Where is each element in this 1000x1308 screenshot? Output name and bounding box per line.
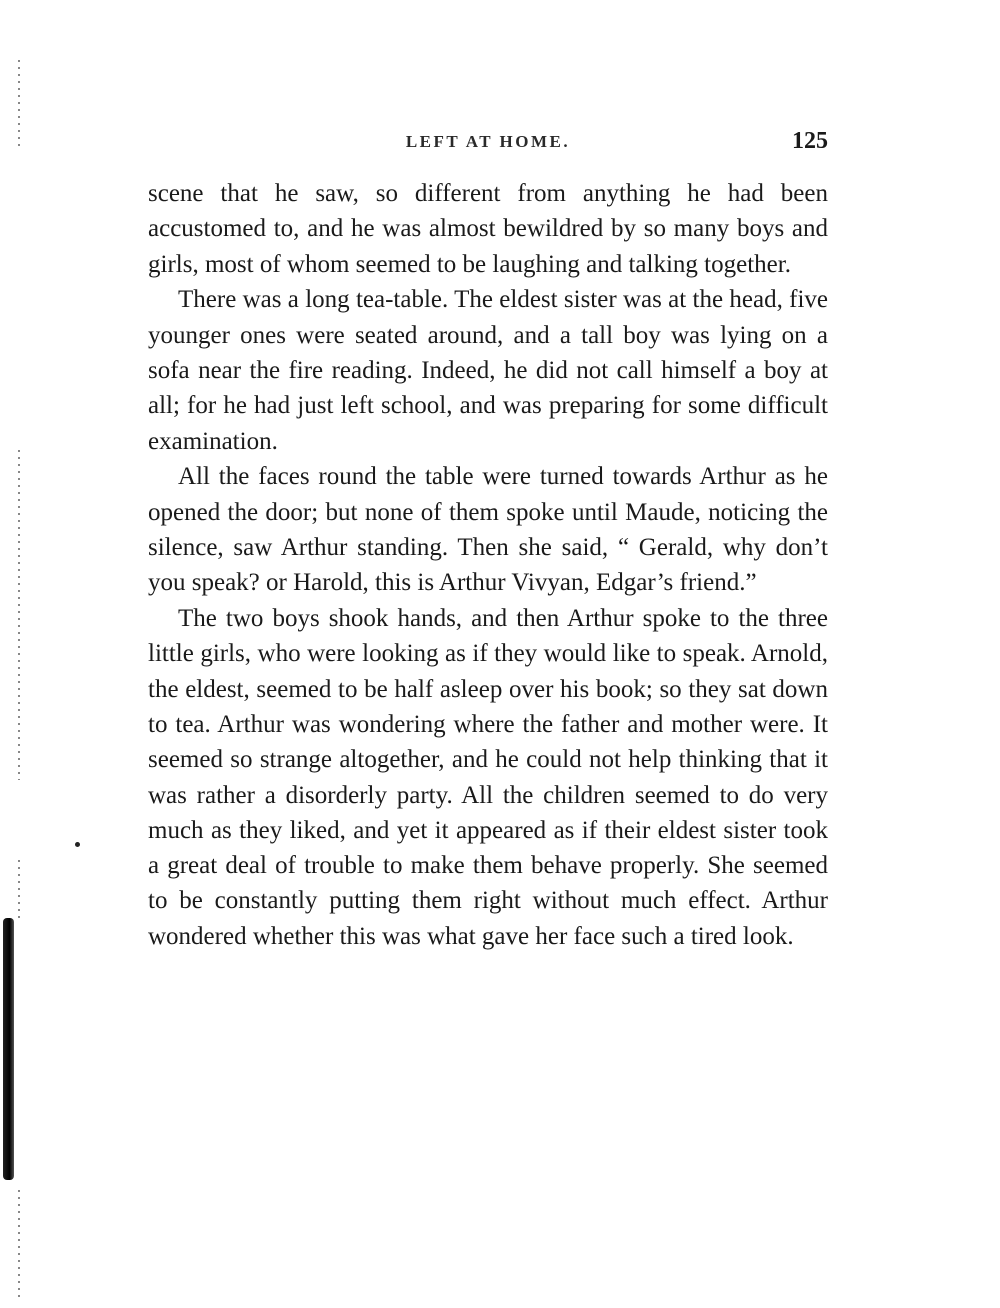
running-head	[148, 128, 828, 162]
paragraph: There was a long tea-table. The eldest sister was at the head, five younger ones were seated around, and a tall boy was lying on a sofa near the fire reading. Indeed, he did not call himself a boy at all; for he had just left school, and was preparing for some difficult examination.	[148, 286, 828, 455]
binding-edge-marks	[18, 450, 20, 780]
binding-shadow	[3, 918, 14, 1180]
binding-edge-marks	[18, 860, 20, 920]
paragraph: The two boys shook hands, and then Arthur spoke to the three little girls, who were looking as if they would like to speak. Arnold, the eldest, seemed to be half asleep over his book; so they sat down to tea. Arthur was wondering where the father and mother were. It seemed so strange altogether, and he could not help thinking that it was rather a disorderly party. All the children seemed to do very much as they liked, and yet it appeared as if their eldest sister took a great deal of trouble to make them behave properly. She seemed to be constantly putting them right without much effect. Arthur wondered whether this was what gave her face such a tired look.	[148, 605, 828, 950]
binding-edge-marks	[18, 1190, 20, 1300]
binding-edge-marks	[18, 60, 20, 150]
paragraph: All the faces round the table were turned towards Arthur as he opened the door; but none of them spoke until Maude, noticing the silence, saw Arthur standing. Then she said, “ Gerald, why don’t you speak? or Harold, this is Arthur Vivyan, Edgar’s friend.”	[148, 463, 828, 597]
paragraph: scene that he saw, so different from anything he had been accustomed to, and he was almost bewildred by so many boys and girls, most of whom seemed to be laughing and talking together.	[148, 180, 828, 278]
running-title: LEFT AT HOME.	[405, 132, 571, 151]
ink-speck	[75, 842, 80, 847]
body-text	[148, 176, 828, 954]
page-number: 125	[792, 128, 828, 154]
